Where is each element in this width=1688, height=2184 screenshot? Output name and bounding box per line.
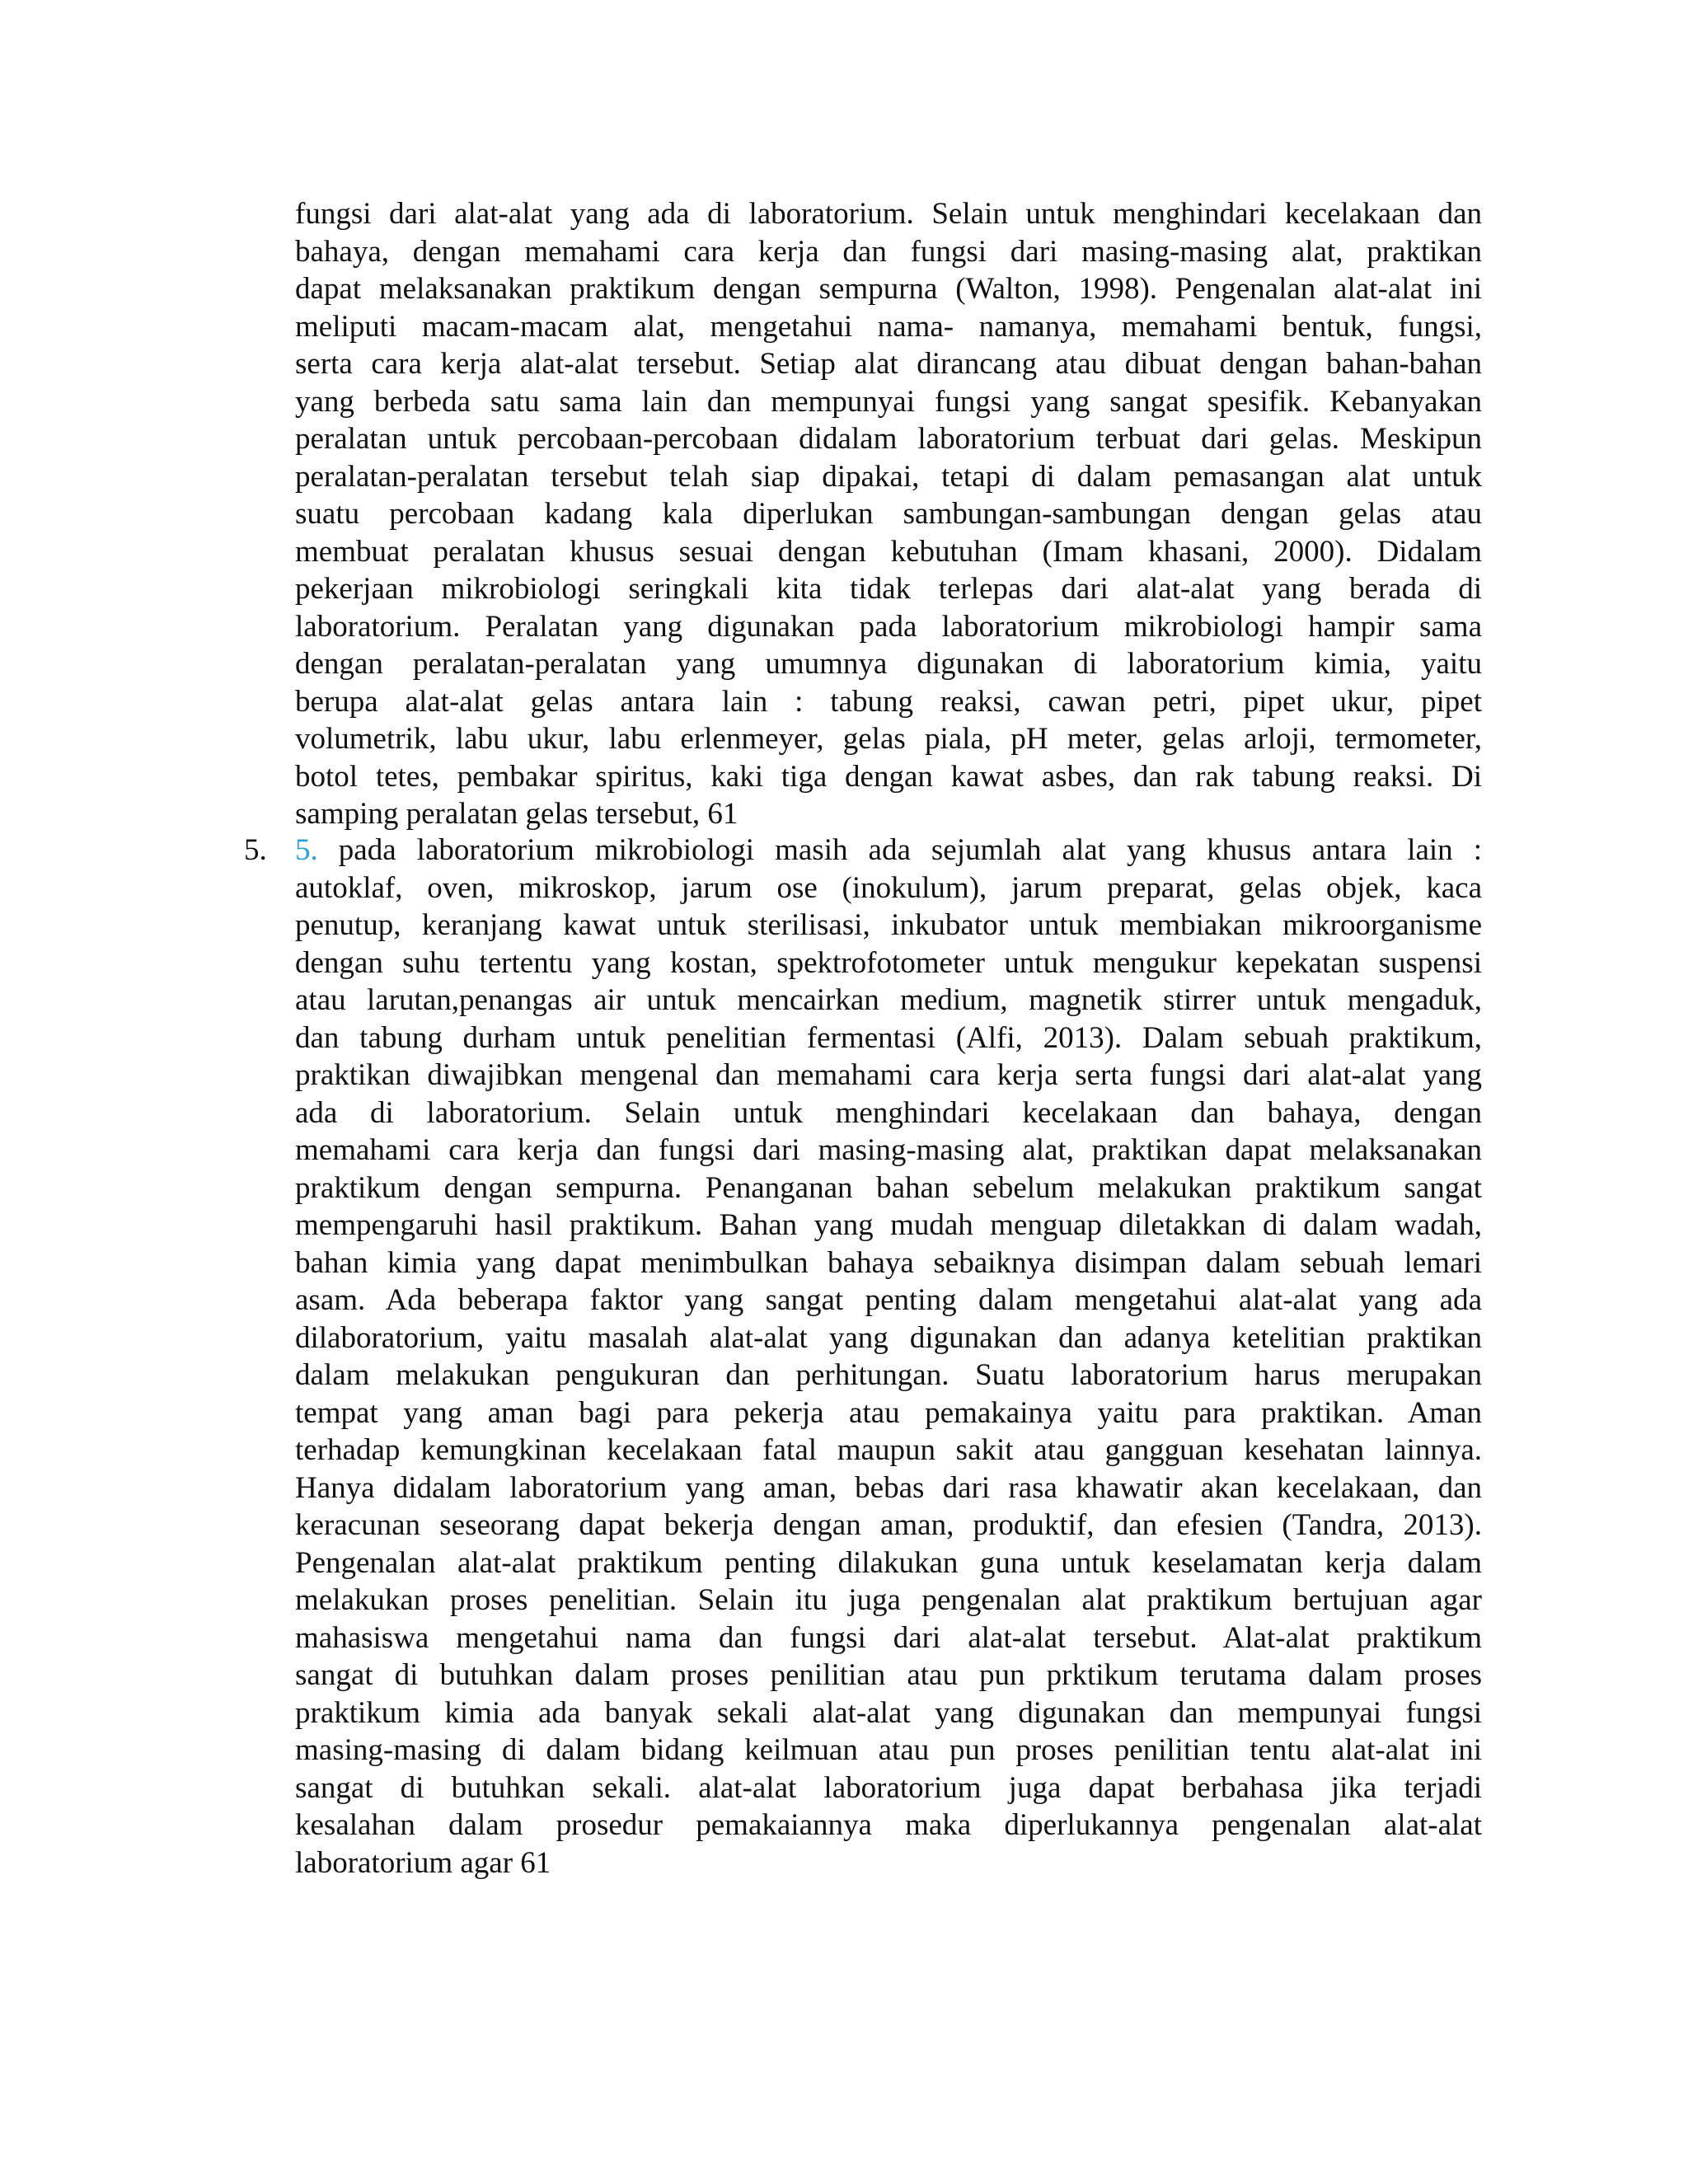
inline-list-number: 5. [295,833,318,867]
text-line: laboratorium agar 61 [295,1845,551,1880]
text-line: keracunan seseorang dapat bekerja dengan aman, produktif, dan efesien (Tandra, 2013). [295,1508,1482,1542]
text-line: bahaya, dengan memahami cara kerja dan fungsi dari masing-masing alat, praktikan [295,234,1482,269]
text-line: praktikum dengan sempurna. Penanganan bahan sebelum melakukan praktikum sangat [295,1170,1482,1205]
text-line: fungsi dari alat-alat yang ada di laboratorium. Selain untuk menghindari kecelakaan dan [295,197,1482,231]
text-line: terhadap kemungkinan kecelakaan fatal maupun sakit atau gangguan kesehatan lainnya. [295,1433,1482,1467]
text-line: mahasiswa mengetahui nama dan fungsi dari alat-alat tersebut. Alat-alat praktikum [295,1620,1482,1655]
text-line: praktikan diwajibkan mengenal dan memahami cara kerja serta fungsi dari alat-alat yang [295,1058,1482,1092]
list-number: 5. [244,833,267,867]
text-line: dengan peralatan-peralatan yang umumnya digunakan di laboratorium kimia, yaitu [295,647,1482,681]
text-line: dapat melaksanakan praktikum dengan sempurna (Walton, 1998). Pengenalan alat-alat ini [295,272,1482,306]
text-line: asam. Ada beberapa faktor yang sangat penting dalam mengetahui alat-alat yang ada [295,1283,1482,1317]
text-line: meliputi macam-macam alat, mengetahui nama- namanya, memahami bentuk, fungsi, [295,309,1482,344]
text-line: bahan kimia yang dapat menimbulkan bahaya sebaiknya disimpan dalam sebuah lemari [295,1245,1482,1280]
text-line: praktikum kimia ada banyak sekali alat-alat yang digunakan dan mempunyai fungsi [295,1695,1482,1730]
text-line: penutup, keranjang kawat untuk sterilisasi, inkubator untuk membiakan mikroorganisme [295,908,1482,942]
text-line: Pengenalan alat-alat praktikum penting dilakukan guna untuk keselamatan kerja dalam [295,1545,1482,1580]
list-item-paragraph [295,832,1482,1882]
text-line: yang berbeda satu sama lain dan mempunyai fungsi yang sangat spesifik. Kebanyakan [295,384,1482,419]
text-line: suatu percobaan kadang kala diperlukan sambungan-sambungan dengan gelas atau [295,497,1482,531]
text-line: membuat peralatan khusus sesuai dengan kebutuhan (Imam khasani, 2000). Didalam [295,534,1482,569]
text-line: samping peralatan gelas tersebut, 61 [295,797,738,831]
text-line: peralatan-peralatan tersebut telah siap dipakai, tetapi di dalam pemasangan alat untuk [295,459,1482,494]
text-line: volumetrik, labu ukur, labu erlenmeyer, gelas piala, pH meter, gelas arloji, termometer, [295,722,1482,756]
text-line: autoklaf, oven, mikroskop, jarum ose (inokulum), jarum preparat, gelas objek, kaca [295,870,1482,905]
top-paragraph [295,195,1482,833]
text-line: dan tabung durham untuk penelitian fermentasi (Alfi, 2013). Dalam sebuah praktikum, [295,1020,1482,1055]
text-line-content: pada laboratorium mikrobiologi masih ada sejumlah alat yang khusus antara lain : [338,833,1483,867]
text-line: ada di laboratorium. Selain untuk menghindari kecelakaan dan bahaya, dengan [295,1095,1482,1130]
text-line: sangat di butuhkan sekali. alat-alat laboratorium juga dapat berbahasa jika terjadi [295,1770,1482,1805]
text-line: dilaboratorium, yaitu masalah alat-alat yang digunakan dan adanya ketelitian praktikan [295,1320,1482,1355]
text-line: memahami cara kerja dan fungsi dari masing-masing alat, praktikan dapat melaksanakan [295,1133,1482,1167]
text-line: atau larutan,penangas air untuk mencairkan medium, magnetik stirrer untuk mengaduk, [295,983,1482,1017]
text-line: berupa alat-alat gelas antara lain : tabung reaksi, cawan petri, pipet ukur, pipet [295,684,1482,719]
text-line: botol tetes, pembakar spiritus, kaki tiga dengan kawat asbes, dan rak tabung reaksi. Di [295,759,1482,794]
text-line: laboratorium. Peralatan yang digunakan pada laboratorium mikrobiologi hampir sama [295,609,1482,644]
text-line: peralatan untuk percobaan-percobaan didalam laboratorium terbuat dari gelas. Meskipun [295,422,1482,456]
text-line: mempengaruhi hasil praktikum. Bahan yang mudah menguap diletakkan di dalam wadah, [295,1208,1482,1242]
text-line: masing-masing di dalam bidang keilmuan atau pun proses penilitian tentu alat-alat ini [295,1733,1482,1767]
text-line: dengan suhu tertentu yang kostan, spektrofotometer untuk mengukur kepekatan suspensi [295,945,1482,980]
text-line: pekerjaan mikrobiologi seringkali kita tidak terlepas dari alat-alat yang berada di [295,572,1482,606]
text-line: tempat yang aman bagi para pekerja atau pemakainya yaitu para praktikan. Aman [295,1395,1482,1430]
text-line: serta cara kerja alat-alat tersebut. Setiap alat dirancang atau dibuat dengan bahan-bahan [295,347,1482,381]
text-line: sangat di butuhkan dalam proses penilitian atau pun prktikum terutama dalam proses [295,1658,1482,1692]
text-line [295,832,1482,869]
text-line: kesalahan dalam prosedur pemakaiannya maka diperlukannya pengenalan alat-alat [295,1808,1482,1842]
text-line: Hanya didalam laboratorium yang aman, bebas dari rasa khawatir akan kecelakaan, dan [295,1470,1482,1505]
text-line: dalam melakukan pengukuran dan perhitungan. Suatu laboratorium harus merupakan [295,1358,1482,1392]
text-line: melakukan proses penelitian. Selain itu juga pengenalan alat praktikum bertujuan agar [295,1583,1482,1617]
